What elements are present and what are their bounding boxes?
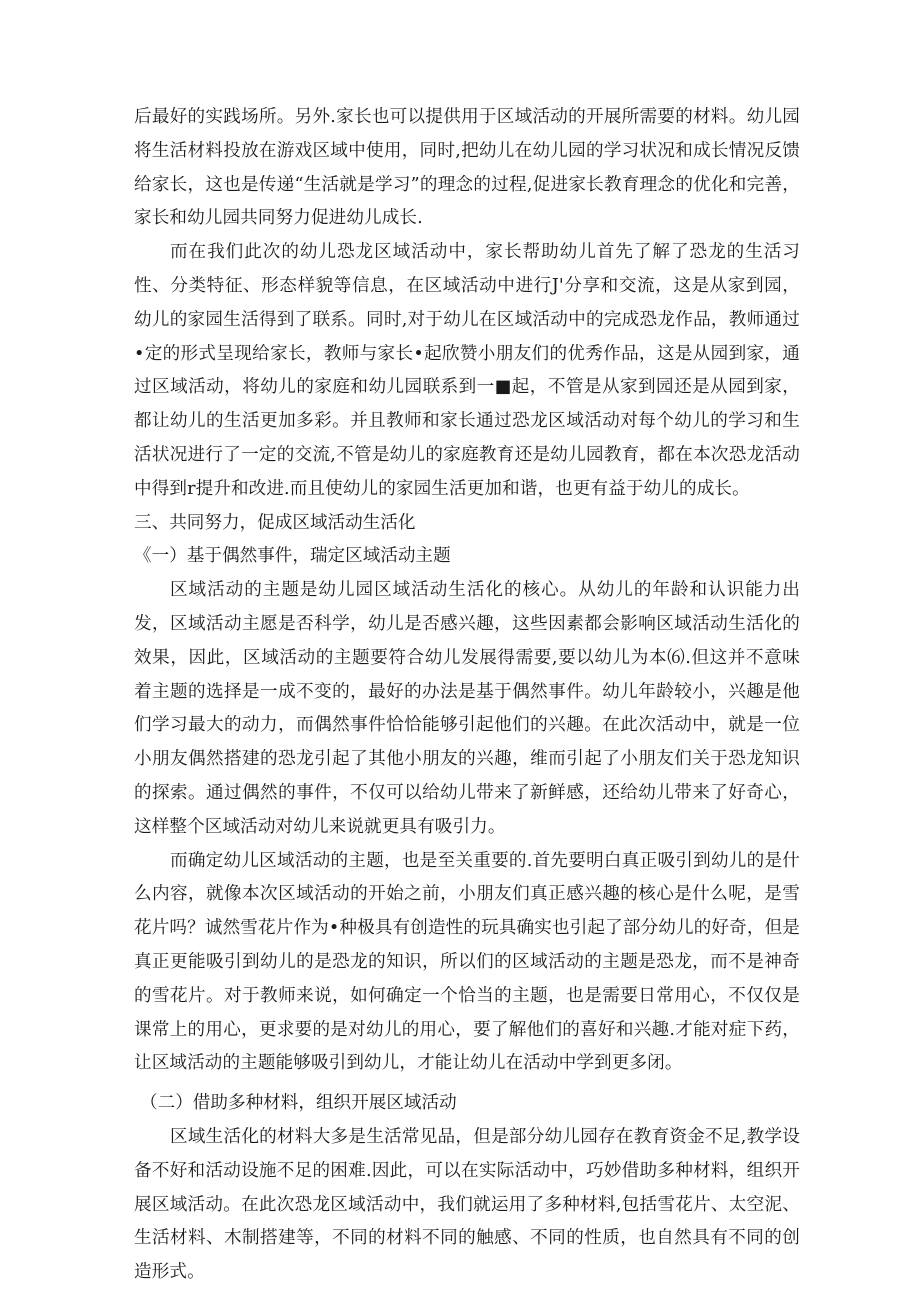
paragraph-home-school-connection: 而在我们此次的幼儿恐龙区域活动中，家长帮助幼儿首先了解了恐龙的生活习性、分类特征、形态样貌等信息，在区域活动中进行J'分享和交流，这是从家到园，幼儿的家园生活得到了联系。同时,对于幼儿在区域活动中的完成恐龙作品，教师通过•定的形式呈现给家长，教师与家长•起欣赞小朋友们的优秀作品，这是从园到家，通过区域活动，将幼儿的家庭和幼儿园联系到一■起，不管是从家到园还是从园到家，都让幼儿的生活更加多彩。并且教师和家长通过恐龙区域活动对每个幼儿的学习和生活状况进行了一定的交流,不管是幼儿的家庭教育还是幼儿园教育，都在本次恐龙活动中得到r提升和改进.而且使幼儿的家园生活更加和谐，也更有益于幼儿的成长。 bbox=[134, 242, 800, 499]
paragraph-activity-theme: 区域活动的主题是幼儿园区域活动生活化的核心。从幼儿的年龄和认识能力出发，区域活动主愿是否科学，幼儿是否感兴趣，这些因素都会影响区域活动生活化的效果，因此，区域活动的主题要符合幼儿发展得需要,要以幼儿为本⑹.但这并不意味着主题的选择是一成不变的，最好的办法是基于偶然事件。幼儿年龄较小，兴趣是他们学习最大的动力，而偶然事件恰恰能够引起他们的兴趣。在此次活动中，就是一位小朋友偶然搭建的恐龙引起了其他小朋友的兴趣，维而引起了小朋友们关于恐龙知识的探索。通过偶然的事件，不仅可以给幼儿带来了新鲜感，还给幼儿带来了好奇心，这样整个区域活动对幼儿来说就更具有吸引力。 bbox=[134, 580, 800, 837]
paragraph-materials: 区域生活化的材料大多是生活常见品，但是部分幼儿园存在教育资金不足,教学设备不好和活动设施不足的困难.因此，可以在实际活动中，巧妙借助多种材料，组织开展区域活动。在此次恐龙区域活动中，我们就运用了多种材料,包括雪花片、太空泥、生活材料、木制搭建等，不同的材料不同的触感、不同的性质，也自然具有不同的创造形式。 bbox=[134, 1126, 800, 1283]
subsection-heading-2: （二）借助多种材料，组织开展区域活动 bbox=[140, 1093, 457, 1114]
document-body bbox=[134, 101, 800, 1290]
subsection-heading-1: 《一）基于偶然事件，瑞定区域活动主题 bbox=[134, 546, 451, 567]
section-heading-3: 三、共同努力，促成区域活动生活化 bbox=[134, 512, 416, 533]
paragraph-determine-theme: 而确定幼儿区域活动的主题，也是至关重要的.首先要明白真正吸引到幼儿的是什么内容，就像本次区域活动的开始之前，小朋友们真正感兴趣的核心是什么呢，是雪花片吗？诚然雪花片作为•种极具有创造性的玩具确实也引起了部分幼儿的好奇，但是真正更能吸引到幼儿的是恐龙的知识，所以们的区域活动的主题是恐龙，而不是神奇的雪花片。对于教师来说，如何确定一个恰当的主题，也是需要日常用心，不仅仅是课常上的用心，更求要的是对幼儿的用心，要了解他们的喜好和兴趣.才能对症下药，让区域活动的主题能够吸引到幼儿，才能让幼儿在活动中学到更多闭。 bbox=[134, 850, 800, 1074]
paragraph-continuation: 后最好的实践场所。另外.家长也可以提供用于区域活动的开展所需要的材料。幼儿园将生活材料投放在游戏区域中使用，同时,把幼儿在幼儿园的学习状况和成长情况反馈给家长，这也是传递“生活就是学习”的理念的过程,促进家长教育理念的优化和完善，家长和幼儿园共同努力促进幼儿成长. bbox=[134, 107, 800, 229]
